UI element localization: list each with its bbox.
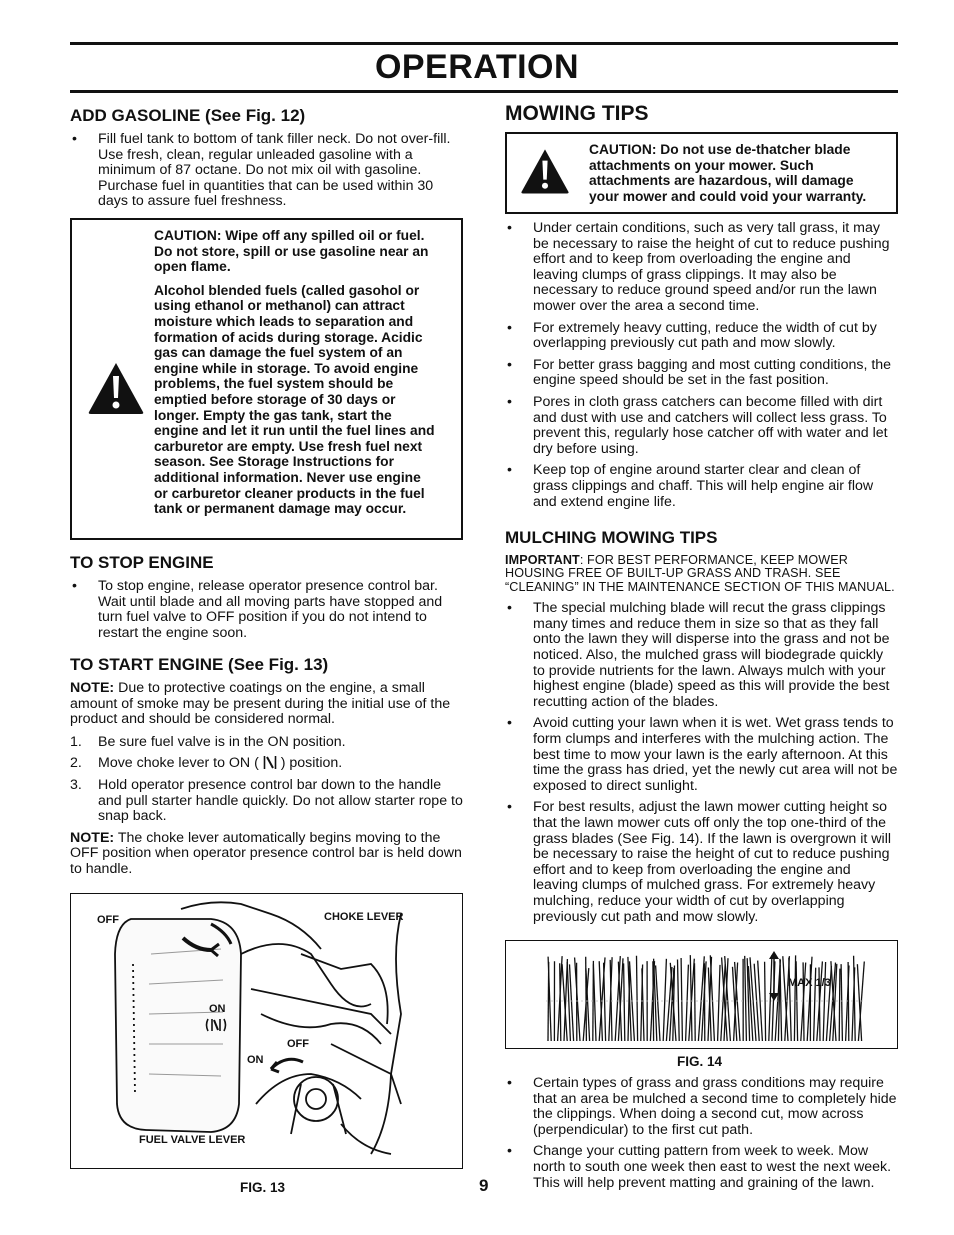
list-item: • Pores in cloth grass catchers can become filled with dirt and dust with use and catchers will collect less grass. To prevent this, regularly hose catcher off with water and let dry before using. [505,395,898,457]
grass-blade [690,955,692,1041]
important-text: : FOR BEST PERFORMANCE, KEEP MOWER HOUSING FREE OF BUILT-UP GRASS AND TRASH. SEE “CLEANING” IN THE MAINTENANCE SECTION OF THIS MANUAL. [505,553,895,594]
grass-blade [803,962,804,1041]
off-label-top: OFF [97,914,119,926]
start-engine-section [70,655,463,878]
grass-blade [789,958,791,1041]
grass-blade [695,963,696,1041]
list-item: • Avoid cutting your lawn when it is wet. Wet grass tends to form clumps and interferes with the mulching action. The best time to mow your lawn is the early afternoon. At this time the grass has dried, yet the newly cut area will not be exposed to direct sunlight. [505,716,898,794]
list-item: • The special mulching blade will recut the grass clippings many times and reduce them in size so that as they fall onto the lawn they will disperse into the grass and not be noticed. Also, the mulched grass will biodegrade quickly to provide nutrients for the lawn. Always mulch with your highest engine (blade) speed as this will provide the best recutting action of the blades. [505,601,898,710]
on-label-low: ON [247,1054,264,1066]
page-title: OPERATION [374,48,580,86]
dethatcher-caution-text: CAUTION: Do not use de-thatcher blade attachments on your mower. Such attachments are hazardous, will damage your mower and could void your warranty. [589,142,867,204]
grass-blade [745,956,747,1041]
grass-blade [604,963,606,1041]
mowing-tips-heading-wrap [505,102,898,126]
fuel-valve-lever-label: FUEL VALVE LEVER [139,1134,246,1146]
grass-blade [653,961,654,1041]
list-item: • For best results, adjust the lawn mower cutting height so that the lawn mower cuts off only the top one-third of the grass blades (See Fig. 14). If the lawn is overgrown it will be necessary to raise the height of cut to reduce pushing effort and to keep from overloading the engine and leaving clumps of mulched grass. For extremely heavy mulching, reduce your width of cut by overlapping previously cut path and mow slowly. [505,800,898,925]
engine-drawing [71,894,461,1167]
mulching-list [505,601,898,925]
step-item [70,735,463,751]
warning-triangle-icon [519,146,571,196]
step-number: 1. [70,733,82,750]
start-engine-note-2 [70,831,463,878]
stop-engine-heading: TO STOP ENGINE [70,553,214,572]
grass-blade [637,956,638,1041]
important-label: IMPORTANT [505,553,580,567]
page-number: 9 [479,1176,489,1195]
caution-paragraph: CAUTION: Wipe off any spilled oil or fuel. Do not store, spill or use gasoline near an open flame. [154,228,429,275]
warning-triangle-icon [86,360,146,416]
top-rule [70,42,898,45]
off-label-mid: OFF [287,1038,309,1050]
grass-blade [663,959,666,1041]
step-item [70,778,463,825]
mulching-list-continued [505,1076,898,1191]
step-text: Be sure fuel valve is in the ON position. [98,733,346,750]
start-engine-steps [70,735,463,825]
list-item: • Change your cutting pattern from week to week. Mow north to south one week then east to west the next week. This will help prevent matting and graining of the lawn. [505,1144,898,1191]
stop-engine-section [70,553,463,641]
mulching-important [505,554,898,594]
on-label-mid: ON [209,1003,226,1015]
step-text: Move choke lever to ON ( [98,755,263,772]
list-item: • Keep top of engine around starter clear and clean of grass clippings and chaff. This will help engine air flow and extend engine life. [505,463,898,510]
fuel-caution-box [70,218,463,540]
choke-symbol-icon [263,756,277,769]
list-item: • Certain types of grass and grass conditions may require that an area be mulched a second time to completely hide the clippings. When doing a second cut, mow across (perpendicular) to the first cut path. [505,1076,898,1138]
grass-blade [765,962,766,1041]
note-label: NOTE: [70,680,115,696]
grass-blade [593,964,596,1041]
step-number: 3. [70,776,82,793]
mowing-tips-section [505,221,898,510]
mulching-section [505,528,898,925]
start-engine-heading: TO START ENGINE (See Fig. 13) [70,655,329,674]
list-item: • Fill fuel tank to bottom of tank filler neck. Do not over-fill. Use fresh, clean, regular unleaded gasoline with a minimum of 87 octane. Do not mix oil with gasoline. Purchase fuel in quantities that can be used within 30 days to assure fuel freshness. [70,132,463,210]
mowing-tips-list [505,221,898,510]
grass-blade [848,962,849,1041]
list-item: • For better grass bagging and most cutting conditions, the engine speed should be set in the fast position. [505,358,898,389]
grass-blade [769,955,772,1041]
grass-blade [839,969,840,1041]
mulching-heading: MULCHING MOWING TIPS [505,528,718,547]
dethatcher-caution-box [505,132,898,214]
step-number: 2. [70,755,82,772]
fig13-caption: FIG. 13 [240,1180,286,1195]
note-label: NOTE: [70,829,115,846]
note-text: Due to protective coatings on the engine, a small amount of smoke may be present during the initial use of the product and should be considered normal. [70,680,451,728]
step-text: Hold operator presence control bar down to the handle and pull starter handle quickly. Do not allow starter rope to snap back. [98,776,463,825]
mowing-tips-heading: MOWING TIPS [505,102,649,125]
add-gasoline-list [70,132,463,210]
stop-engine-list [70,579,463,641]
fig14-caption: FIG. 14 [677,1054,723,1069]
mulching-more-tips [505,1076,898,1191]
choke-symbol-icon [205,1018,227,1032]
grass-blade [807,957,812,1041]
grass-blade [718,965,720,1041]
add-gasoline-heading: ADD GASOLINE (See Fig. 12) [70,106,306,125]
list-item: • For extremely heavy cutting, reduce the width of cut by overlapping previously cut path and mow slowly. [505,321,898,352]
alcohol-fuel-paragraph: Alcohol blended fuels (called gasohol or using ethanol or methanol) can attract moisture which leads to separation and formation of acids during storage. Acidic gas can damage the fuel system of an engine while in storage. To avoid engine problems, the fuel system should be emptied before storage of 30 days or longer. Empty the gas tank, start the engine and let it run until the fuel lines and carburetor are empty. Use fresh fuel next season. See Storage Instructions for additional information. Never use engine or carburetor cleaner products in the fuel tank or permanent damage may occur. [154,282,435,517]
list-item: • To stop engine, release operator presence control bar. Wait until blade and all moving parts have stopped and turn fuel valve to OFF position if you do not intend to restart the engine soon. [70,579,463,641]
start-engine-note-1 [70,681,463,728]
add-gasoline-section [70,106,463,210]
grass-blade [624,963,625,1041]
grass-blade [678,960,680,1042]
grass-blade [794,955,795,1041]
fuel-caution-text [154,228,436,517]
choke-lever-label: CHOKE LEVER [324,911,404,923]
grass-blade [841,964,842,1041]
step-text-end: ) position. [276,755,343,772]
grass-drawing [506,941,896,1047]
grass-blade [681,958,682,1041]
fig13-illustration [70,893,463,1169]
grass-blade [686,965,689,1041]
fig14-illustration [505,940,898,1049]
grass-blade [780,959,782,1041]
step-item [70,756,463,772]
grass-blade [823,962,825,1041]
note-text: The choke lever automatically begins moving to the OFF position when operator presence control bar is held down to handle. [70,829,462,877]
max-one-third-label: MAX 1/3 [788,977,831,989]
title-underline [70,90,898,93]
list-item: • Under certain conditions, such as very tall grass, it may be necessary to raise the height of cut to reduce pushing effort and to keep from overloading the engine and leaving clumps of grass clippings. It may also be necessary to reduce ground speed and/or run the lawn mower over the area a second time. [505,221,898,315]
